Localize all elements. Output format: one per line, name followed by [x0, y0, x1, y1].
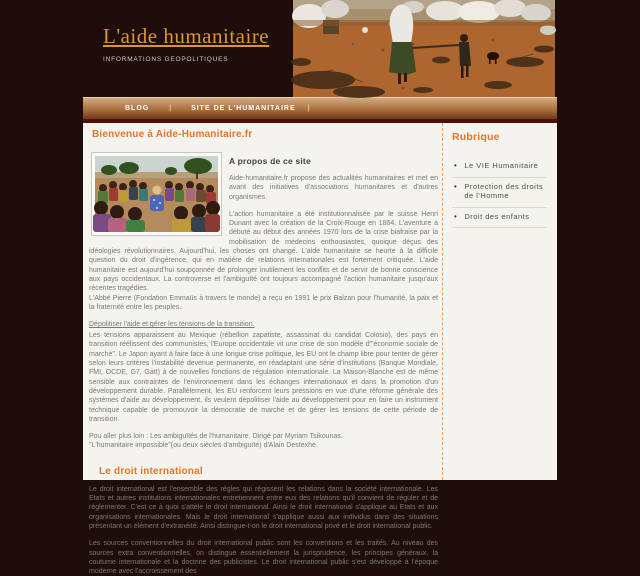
title-block	[103, 24, 269, 63]
bullet-icon: •	[454, 211, 458, 221]
about-paragraph-2: L'action humanitaire a été institutionnalisée par le suisse Henri Dunant avec la création de la Croix-Rouge en 1864. L'aventure a débuté au début des années 1970 lors de la crise biafraise par la mobilisation de médecins enthousiastes, quoique déçus des idéologies révolutionnaires. Aujourd'hui, les choses ont changé. L'aide humanitaire se heurte à la difficile question du droit d'ingérence, qui en matière de relations internationales est fortement critiquée. L'aide humanitaire est aujourd'hui soupçonnée de prolonger inutilement les conflits et de servir de bonne conscience aux pays occidentaux. La controverse et l'ambiguïté ont toujours accompagné l'action humanitaire jusqu'aux récentes tragédies.	[89, 210, 438, 293]
site-container	[83, 0, 557, 576]
about-section	[89, 140, 438, 451]
droit-international-heading: Le droit international	[99, 465, 203, 477]
sidebar	[443, 123, 556, 480]
bullet-icon: •	[454, 181, 458, 191]
site-title-link[interactable]: L'aide humanitaire	[103, 24, 270, 48]
nav-separator: |	[169, 105, 172, 112]
about-heading: A propos de ce site	[229, 156, 311, 166]
droit-paragraph-2: Les sources conventionnelles du droit international public sont les conventions et les traités. Au niveau des sources extra conventionnelles, on distingue essentiellement la jurisprudence, les principes généraux, la coutume internationale et la doctrine des publicistes. Le droit international public s'est développé à l'époque moderne avec l'accroissement des	[89, 540, 438, 576]
sidebar-item-droit-enfants[interactable]	[452, 208, 547, 229]
site-tagline: INFORMATIONS GEOPOLITIQUES	[103, 56, 229, 63]
about-paragraph-4: Les tensions apparaissent au Mexique (rébellion zapatiste, assassinat du candidat Colosio), des pays en transition réélissent des communistes, l'Europe occidentale vit une crise de son modèle d'"économie sociale de marché". Le Japon ayant à faire face à une longue crise politique, les EU ont le champ libre pour tenter de gérer selon leurs critères l'instabilité devenue permanente, en réadaptant une série d'institutions (Banque Mondiale, FMI, OCDE, G7, Gatt) à de nouvelles fonctions de régulation internationale. La Maison-Blanche est de même sensible aux contraintes de l'environnement dans les échanges internationaux et dans la promotion d'un développement durable. Parallèlement, les EU renforcent leurs pressions en vue d'une réforme générale des systèmes d'aide au développement, ils veulent dépolitiser l'aide au développement pour en faire un instrument technique capable de promouvoir la démocratie de marché et de gérer les tensions de cette période de transition.	[89, 332, 438, 423]
sidebar-item-label: Droit des enfants	[464, 211, 530, 221]
sidebar-item-label: Protection des droits de l'Homme	[464, 181, 544, 200]
welcome-heading: Bienvenue à Aide-Humanitaire.fr	[92, 129, 253, 140]
sidebar-item-vie-humanitaire[interactable]	[452, 157, 547, 178]
about-paragraph-3: L'Abbé Pierre (Fondation Emmaüs à travers le monde) a reçu en 1991 le prix Balzan pour l'humanité, la paix et la fraternité entre les peuples.	[89, 294, 438, 311]
children-photo	[92, 153, 221, 235]
nav-separator: |	[307, 105, 310, 112]
bullet-icon: •	[454, 161, 458, 170]
main-nav	[83, 97, 557, 119]
more-reading-line-2: "L'humanitaire impossible"(ou deux siècles d'ambiguïté) d'Alain Destexhe.	[89, 442, 318, 450]
sidebar-item-protection-droits[interactable]	[452, 178, 547, 208]
nav-item-site-humanitaire[interactable]: SITE DE L'HUMANITAIRE	[191, 105, 296, 112]
about-paragraph-1: Aide-humanitaire.fr propose des actualités humanitaires et met en avant des initiatives d'associations humanitaires et d'autres organismes.	[229, 175, 438, 201]
site-header	[83, 0, 557, 97]
content-area	[83, 123, 557, 576]
sidebar-item-label: Le VIE Humanitaire	[464, 161, 539, 170]
more-reading-line-1: Pou aller plus loin : Les ambiguïtés de l'humanitaire. Dirigé par Myriam Tsikounas.	[89, 433, 343, 441]
transition-link[interactable]: Dépolitiser l'aide et gérer les tensions de la transition.	[89, 321, 255, 329]
rubrique-list	[452, 157, 547, 228]
header-photo	[293, 0, 555, 97]
main-column	[83, 123, 443, 576]
nav-item-blog[interactable]: BLOG	[125, 105, 150, 112]
droit-paragraph-1: Le droit international est l'ensemble des règles qui régissent les relations dans la société internationale. Les Etats et autres institutions internationales entretiennent entre eux des relations qu'il convient de réguler et de réglementer. C'est ce à quoi s'attèle le droit international. Ainsi le droit international s'applique au Etats et aux organisations internationales. Mais le droit international s'applique aussi aux individus dans des situations présentant un élément d'extranéité. Ainsi distingue-t-on le droit international privé et le droit international public.	[89, 485, 438, 530]
rubrique-heading: Rubrique	[452, 131, 500, 143]
